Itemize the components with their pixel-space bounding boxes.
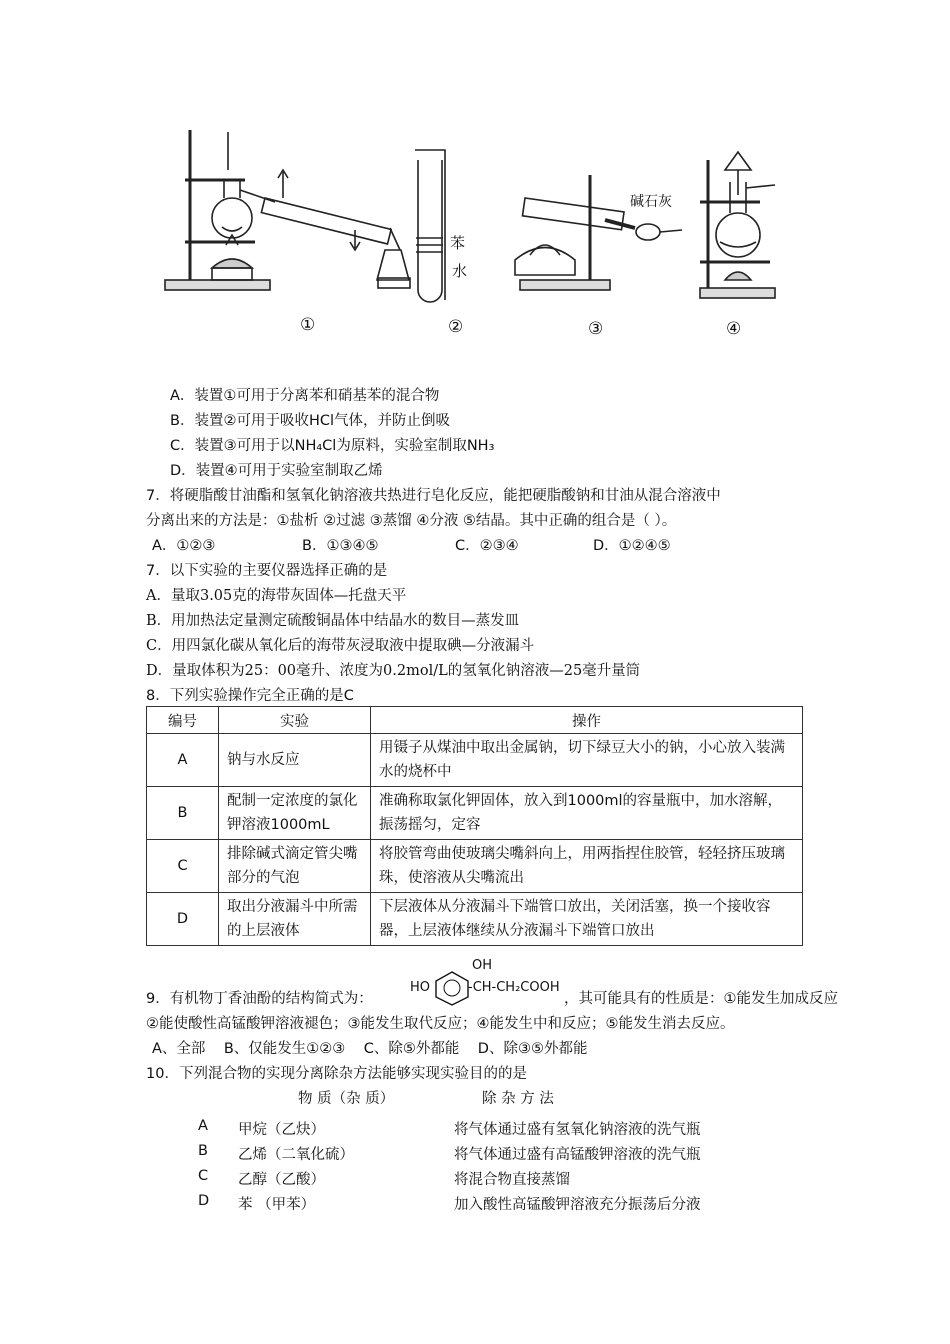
table-row [147,840,803,893]
q7-option-d: D．①②④⑤ [593,538,671,554]
apparatus-figure [160,120,800,350]
q9-stem-b: ，其可能具有的性质是：①能发生加成反应 [564,991,838,1007]
header-experiment: 实验 [219,707,371,734]
benzene-ring-icon [432,970,472,1006]
q10-row-method: 加入酸性高锰酸钾溶液充分振荡后分液 [454,1197,701,1213]
row-operation: 准确称取氯化钾固体，放入到1000ml的容量瓶中，加水溶解，振荡摇匀，定容 [371,787,803,840]
soda-lime-label: 碱石灰 [630,194,672,210]
row-code: A [147,734,219,787]
q6-option-c: C．装置③可用于以NH₄Cl为原料，实验室制取NH₃ [170,438,495,454]
figure-label-1: ① [300,315,316,335]
q10-row-substance: 乙烯（二氧化硫） [238,1147,354,1163]
apparatus-1-distillation [165,130,410,290]
row-code: B [147,787,219,840]
structure-chain: -CH-CH₂COOH [468,980,560,995]
eugenol-structure [410,958,560,998]
row-experiment: 配制一定浓度的氯化钾溶液1000mL [219,787,371,840]
q7-stem-line2: 分离出来的方法是：①盐析 ②过滤 ③蒸馏 ④分液 ⑤结晶。其中正确的组合是（ ）。 [146,513,677,529]
q10-row-method: 将气体通过盛有高锰酸钾溶液的洗气瓶 [454,1147,701,1163]
row-operation: 下层液体从分液漏斗下端管口放出，关闭活塞，换一个接收容器，上层液体继续从分液漏斗下端管口放出 [371,893,803,946]
figure-label-3: ③ [588,319,604,339]
q7b-option-d: D．量取体积为25：00毫升、浓度为0.2mol/L的氢氧化钠溶液—25毫升量筒 [146,663,641,679]
q10-stem: 10．下列混合物的实现分离除杂方法能够实现实验目的的是 [146,1066,527,1082]
q7-option-b: B．①③④⑤ [302,538,379,554]
row-code: C [147,840,219,893]
q10-row-method: 将混合物直接蒸馏 [454,1172,570,1188]
row-experiment: 钠与水反应 [219,734,371,787]
q10-row-code: A [198,1118,208,1134]
q7b-option-b: B．用加热法定量测定硫酸铜晶体中结晶水的数目—蒸发皿 [146,613,520,629]
q7b-stem: 7．以下实验的主要仪器选择正确的是 [146,563,388,579]
q10-row-substance: 苯 （甲苯） [238,1197,316,1213]
q6-option-a: A．装置①可用于分离苯和硝基苯的混合物 [170,388,440,404]
q7b-option-c: C．用四氯化碳从氧化后的海带灰浸取液中提取碘—分液漏斗 [146,638,535,654]
q6-option-d: D．装置④可用于实验室制取乙烯 [170,463,383,479]
q10-row-substance: 甲烷（乙炔） [238,1122,325,1138]
header-operation: 操作 [371,707,803,734]
q7-stem-line1: 7．将硬脂酸甘油酯和氢氧化钠溶液共热进行皂化反应，能把硬脂酸钠和甘油从混合溶液中 [146,488,721,504]
row-code: D [147,893,219,946]
apparatus-3-heating [515,175,682,290]
q10-col-method: 除 杂 方 法 [482,1091,554,1107]
q9-stem-a: 9．有机物丁香油酚的结构简式为： [146,991,373,1007]
row-experiment: 排除碱式滴定管尖嘴部分的气泡 [219,840,371,893]
q10-row-method: 将气体通过盛有氢氧化钠溶液的洗气瓶 [454,1122,701,1138]
row-experiment: 取出分液漏斗中所需的上层液体 [219,893,371,946]
benzene-label: 苯 [450,234,466,252]
q10-row-code: C [198,1168,209,1184]
row-operation: 用镊子从煤油中取出金属钠，切下绿豆大小的钠，小心放入装满水的烧杯中 [371,734,803,787]
table-row [147,787,803,840]
apparatus-4-flask [700,152,775,298]
q8-table [146,706,803,946]
q7-option-c: C．②③④ [455,538,519,554]
apparatus-2-test-tube [415,150,445,302]
table-header-row [147,707,803,734]
q7b-option-a: A．量取3.05克的海带灰固体—托盘天平 [146,588,407,604]
q8-stem: 8．下列实验操作完全正确的是C [146,688,354,704]
header-code: 编号 [147,707,219,734]
q7-option-a: A．①②③ [152,538,216,554]
q10-col-substance: 物 质（杂 质） [298,1091,395,1107]
q10-row-code: B [198,1143,208,1159]
q10-row-code: D [198,1193,210,1209]
row-operation: 将胶管弯曲使玻璃尖嘴斜向上，用两指捏住胶管，轻轻挤压玻璃珠，使溶液从尖嘴流出 [371,840,803,893]
table-row [147,734,803,787]
q9-stem-line2: ②能使酸性高锰酸钾溶液褪色；③能发生取代反应；④能发生中和反应；⑤能发生消去反应。 [146,1016,735,1032]
structure-ho: HO [410,980,431,995]
figure-label-4: ④ [726,319,742,339]
figure-label-2: ② [448,317,464,337]
q10-row-substance: 乙醇（乙酸） [238,1172,325,1188]
table-row [147,893,803,946]
water-label: 水 [452,262,468,280]
q9-options: A、全部 B、仅能发生①②③ C、除⑤外都能 D、除③⑤外都能 [152,1041,588,1057]
structure-oh: OH [472,958,493,973]
q6-option-b: B．装置②可用于吸收HCl气体，并防止倒吸 [170,413,451,429]
